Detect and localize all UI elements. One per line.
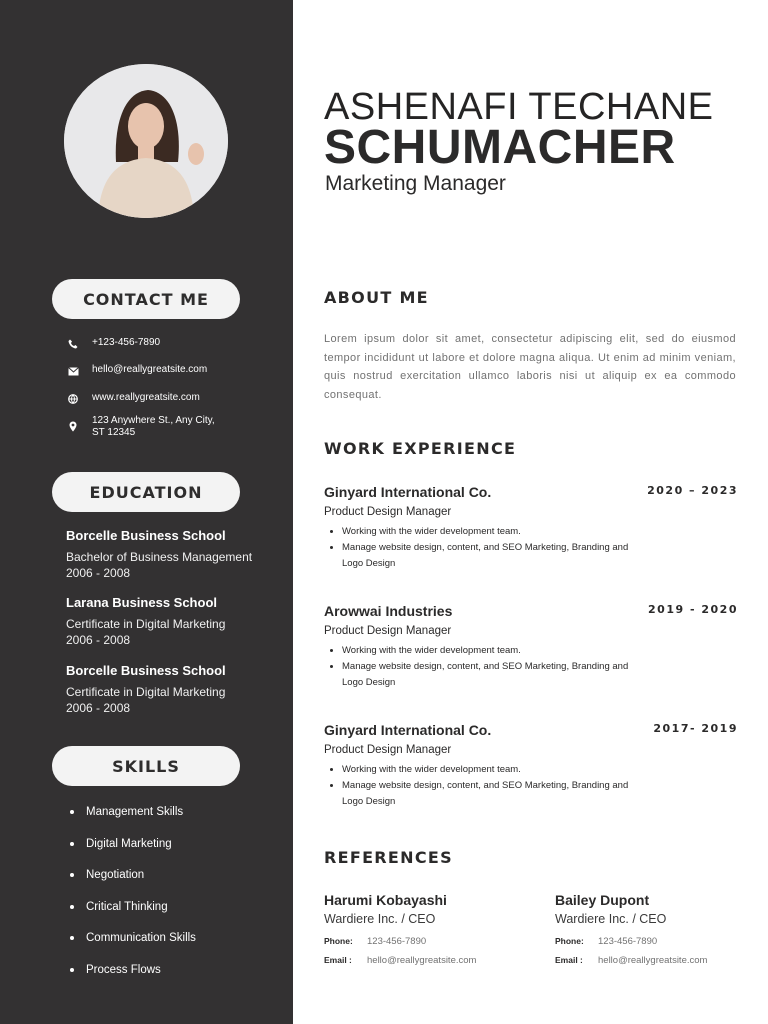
phone-icon	[66, 337, 80, 351]
skill-label: Digital Marketing	[86, 838, 172, 850]
work-title: Product Design Manager	[324, 506, 452, 518]
bullet-icon	[70, 905, 74, 909]
contact-website	[66, 392, 200, 406]
skills-section-title: SKILLS	[52, 746, 240, 786]
education-years: 2006 - 2008	[66, 566, 131, 580]
work-section-title: WORK EXPERIENCE	[324, 439, 517, 458]
education-degree: Certificate in Digital Marketing	[66, 685, 226, 699]
work-title: Product Design Manager	[324, 625, 452, 637]
skill-label: Negotiation	[86, 869, 145, 881]
work-years: 2020 – 2023	[647, 484, 738, 497]
reference-email-row	[555, 955, 755, 966]
reference-card	[555, 892, 755, 966]
education-school: Larana Business School	[66, 595, 217, 610]
work-bullets	[324, 643, 642, 691]
bullet-icon	[70, 810, 74, 814]
reference-email-row	[324, 955, 524, 966]
education-degree: Certificate in Digital Marketing	[66, 617, 226, 631]
skill-item	[70, 869, 144, 881]
address-line-1: 123 Anywhere St., Any City,	[92, 415, 215, 426]
education-years: 2006 - 2008	[66, 633, 131, 647]
address-line-2: ST 12345	[92, 427, 136, 438]
email-label: Email :	[555, 955, 583, 965]
reference-name: Bailey Dupont	[555, 892, 650, 908]
last-name: SCHUMACHER	[324, 121, 676, 174]
reference-card	[324, 892, 524, 966]
work-years: 2017- 2019	[653, 722, 738, 735]
work-company: Arowwai Industries	[324, 603, 453, 619]
education-years: 2006 - 2008	[66, 701, 131, 715]
bullet-icon	[70, 873, 74, 877]
education-item	[66, 595, 225, 648]
reference-phone: 123-456-7890	[367, 936, 427, 947]
work-years: 2019 - 2020	[648, 603, 738, 616]
work-bullet: • Working with the wider development team.	[342, 762, 642, 778]
work-bullet: • Manage website design, content, and SEO Marketing, Branding and Logo Design	[342, 778, 642, 810]
work-item	[324, 722, 738, 810]
bullet-icon	[70, 968, 74, 972]
work-company: Ginyard International Co.	[324, 484, 492, 500]
references-section-title: REFERENCES	[324, 848, 453, 867]
reference-phone: 123-456-7890	[598, 936, 658, 947]
location-pin-icon	[66, 419, 80, 433]
reference-email: hello@reallygreatsite.com	[367, 955, 477, 966]
reference-job: Wardiere Inc. / CEO	[324, 912, 436, 926]
work-bullet: • Manage website design, content, and SEO Marketing, Branding and Logo Design	[342, 659, 642, 691]
education-section-title: EDUCATION	[52, 472, 240, 512]
reference-phone-row	[555, 936, 755, 947]
skill-label: Critical Thinking	[86, 901, 168, 913]
work-bullets	[324, 762, 642, 810]
about-section-title: ABOUT ME	[324, 288, 429, 307]
contact-email	[66, 364, 207, 378]
education-school: Borcelle Business School	[66, 528, 226, 543]
mail-icon	[66, 364, 80, 378]
phone-label: Phone:	[555, 936, 584, 946]
contact-address-text	[92, 415, 215, 439]
contact-website-text: www.reallygreatsite.com	[92, 392, 200, 403]
skill-label: Communication Skills	[86, 932, 196, 944]
work-bullet: • Working with the wider development team.	[342, 643, 642, 659]
reference-phone-row	[324, 936, 524, 947]
reference-name: Harumi Kobayashi	[324, 892, 447, 908]
education-school: Borcelle Business School	[66, 663, 226, 678]
skill-label: Process Flows	[86, 964, 161, 976]
about-text: Lorem ipsum dolor sit amet, consectetur adipiscing elit, sed do eiusmod tempor incididunt ut labore et dolore magna aliqua. Ut enim ad minim veniam, quis nostrud exercitation ullamco laboris nisi ut aliquip ex ea commodo consequat.	[324, 333, 736, 401]
sidebar	[0, 0, 293, 1024]
work-item	[324, 603, 738, 691]
contact-email-text: hello@reallygreatsite.com	[92, 364, 208, 375]
work-company: Ginyard International Co.	[324, 722, 492, 738]
contact-phone-text: +123-456-7890	[92, 337, 161, 348]
skill-item	[70, 964, 161, 976]
bullet-icon	[70, 842, 74, 846]
work-bullet: • Manage website design, content, and SEO Marketing, Branding and Logo Design	[342, 540, 642, 572]
contact-address	[66, 415, 215, 439]
work-bullet: • Working with the wider development team.	[342, 524, 642, 540]
work-item	[324, 484, 738, 572]
email-label: Email :	[324, 955, 352, 965]
profile-photo	[64, 64, 228, 218]
reference-job: Wardiere Inc. / CEO	[555, 912, 667, 926]
skill-item	[70, 932, 196, 944]
skill-label: Management Skills	[86, 806, 184, 818]
phone-label: Phone:	[324, 936, 353, 946]
bullet-icon	[70, 936, 74, 940]
education-item	[66, 663, 226, 716]
reference-email: hello@reallygreatsite.com	[598, 955, 708, 966]
education-item	[66, 528, 252, 581]
skill-item	[70, 838, 172, 850]
education-degree: Bachelor of Business Management	[66, 550, 253, 564]
first-name: ASHENAFI TECHANE	[324, 86, 714, 128]
skill-item	[70, 806, 183, 818]
work-bullets	[324, 524, 642, 572]
job-role: Marketing Manager	[325, 172, 506, 195]
skill-item	[70, 901, 168, 913]
contact-section-title: CONTACT ME	[52, 279, 240, 319]
work-title: Product Design Manager	[324, 744, 452, 756]
globe-icon	[66, 392, 80, 406]
contact-phone	[66, 337, 160, 351]
